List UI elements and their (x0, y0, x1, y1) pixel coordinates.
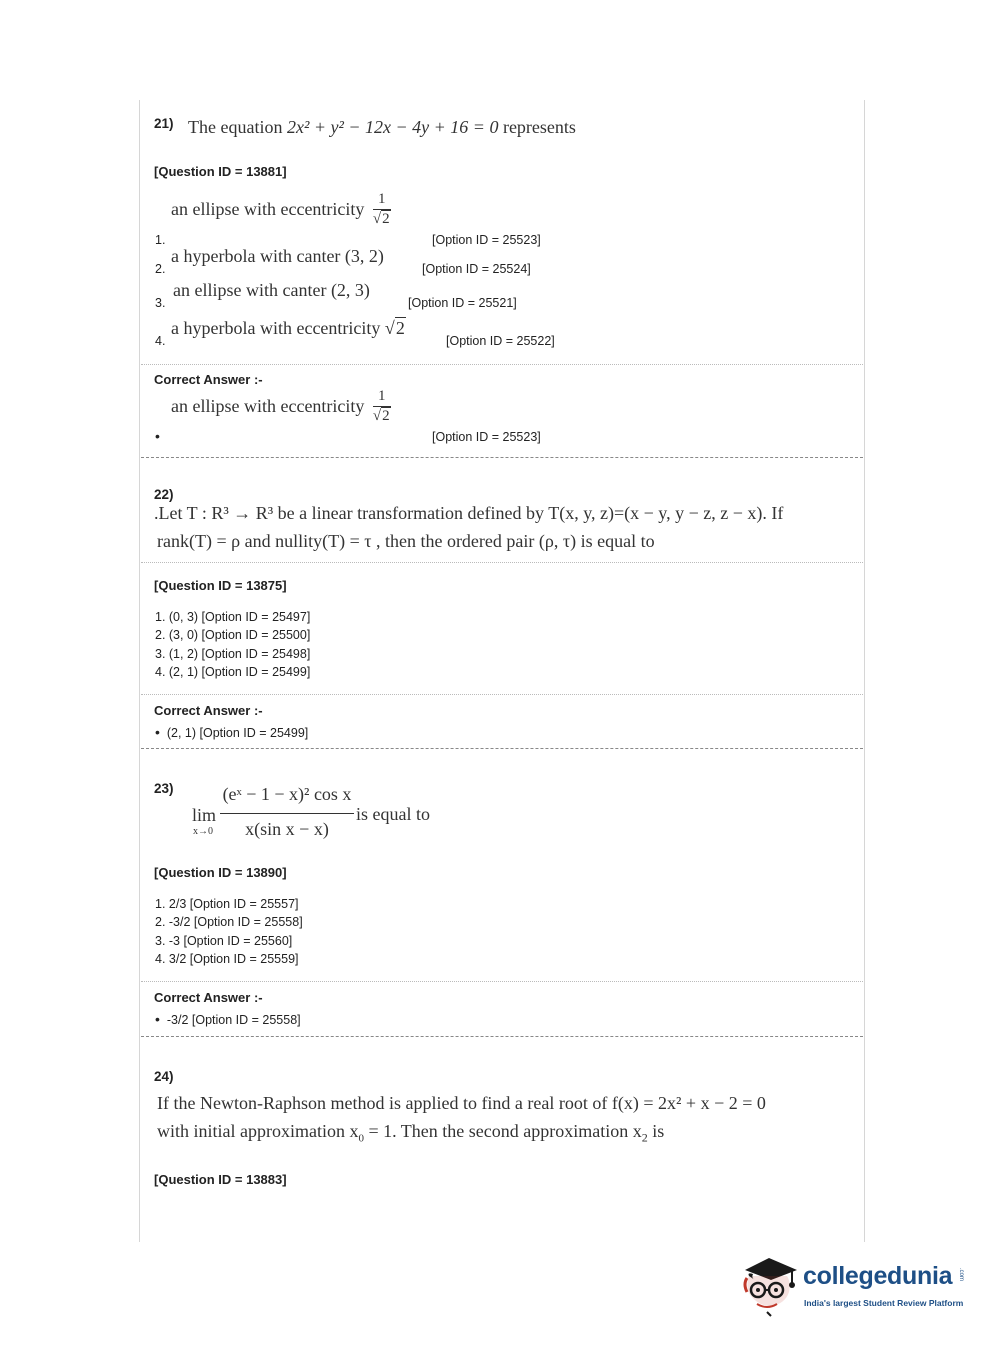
sqrt-symbol: √ (372, 211, 382, 227)
separator (141, 364, 863, 365)
question-divider (141, 748, 863, 749)
question-divider (141, 1036, 863, 1037)
question-number: 23) (154, 781, 174, 796)
brand-domain: .com (958, 1268, 964, 1282)
question-number: 24) (154, 1069, 174, 1084)
collegedunia-mascot-logo (741, 1248, 801, 1318)
question-number: 21) (154, 116, 174, 131)
question-text: .Let T : R³ → R³ be a linear transformation defined by T(x, y, z)=(x − y, y − z, z − x). If (154, 503, 784, 523)
correct-answer-text: an ellipse with eccentricity $\frac{1}{√2}$ (171, 388, 390, 424)
limit-numerator: (eˣ − 1 − x)² cos x (222, 784, 352, 804)
option-text: an ellipse with canter (2, 3) (173, 280, 370, 300)
sqrt-symbol: √ (384, 318, 395, 338)
question-divider (141, 457, 863, 458)
option-number: 3. (155, 296, 166, 310)
option-number: 2. (155, 262, 166, 276)
fraction: $\frac{1}{√2}$ (372, 191, 390, 227)
bullet: • (155, 724, 160, 740)
question-text: The equation 2x² + y² − 12x − 4y + 16 = 0 represents (188, 117, 576, 137)
option: 2. -3/2 [Option ID = 25558] (155, 915, 303, 929)
option: 1. 2/3 [Option ID = 25557] (155, 897, 299, 911)
option-text: a hyperbola with eccentricity √2 (171, 318, 405, 338)
bullet: • (155, 428, 160, 444)
question-text: If the Newton-Raphson method is applied to find a real root of f(x) = 2x² + x − 2 = 0 (157, 1093, 766, 1113)
correct-answer: • (2, 1) [Option ID = 25499] (155, 724, 309, 740)
correct-answer: • -3/2 [Option ID = 25558] (155, 1011, 301, 1027)
bullet: • (155, 1011, 160, 1027)
limit-denominator: x(sin x − x) (245, 819, 329, 839)
option-id: [Option ID = 25521] (408, 296, 517, 310)
limit-subscript: x→0 (193, 826, 213, 837)
option: 1. (0, 3) [Option ID = 25497] (155, 610, 311, 624)
correct-answer-label: Correct Answer :- (154, 990, 263, 1005)
option-id: [Option ID = 25522] (446, 334, 555, 348)
question-number: 22) (154, 487, 174, 502)
option: 3. -3 [Option ID = 25560] (155, 934, 293, 948)
question-text: rank(T) = ρ and nullity(T) = τ , then the ordered pair (ρ, τ) is equal to (157, 531, 655, 551)
sqrt-symbol: √ (372, 408, 382, 424)
option-text: a hyperbola with canter (3, 2) (171, 246, 384, 266)
question-id: [Question ID = 13883] (154, 1172, 287, 1187)
option: 4. (2, 1) [Option ID = 25499] (155, 665, 311, 679)
option-number: 4. (155, 334, 166, 348)
separator (141, 694, 863, 695)
question-id: [Question ID = 13875] (154, 578, 287, 593)
correct-answer-label: Correct Answer :- (154, 372, 263, 387)
option-id: [Option ID = 25523] (432, 430, 541, 444)
option: 4. 3/2 [Option ID = 25559] (155, 952, 299, 966)
question-id: [Question ID = 13890] (154, 865, 287, 880)
option-text: an ellipse with eccentricity $\frac{1}{√2}$ (171, 191, 390, 227)
option-id: [Option ID = 25523] (432, 233, 541, 247)
limit-operator: lim (192, 805, 217, 825)
question-text: with initial approximation $x_0 = 1$. Then the second approximation $x_2$ is (157, 1121, 665, 1145)
fraction: $\frac{1}{√2}$ (372, 388, 390, 424)
option: 3. (1, 2) [Option ID = 25498] (155, 647, 311, 661)
option-id: [Option ID = 25524] (422, 262, 531, 276)
fraction-bar (220, 813, 354, 814)
separator (141, 562, 863, 563)
question-id: [Question ID = 13881] (154, 164, 287, 179)
brand-name: collegedunia (803, 1262, 953, 1290)
brand-tagline: India's largest Student Review Platform (804, 1298, 964, 1308)
option-number: 1. (155, 233, 166, 247)
correct-answer-label: Correct Answer :- (154, 703, 263, 718)
option: 2. (3, 0) [Option ID = 25500] (155, 628, 311, 642)
separator (141, 981, 863, 982)
equation: 2x² + y² − 12x − 4y + 16 = 0 (286, 117, 499, 137)
question-text: is equal to (356, 804, 430, 824)
